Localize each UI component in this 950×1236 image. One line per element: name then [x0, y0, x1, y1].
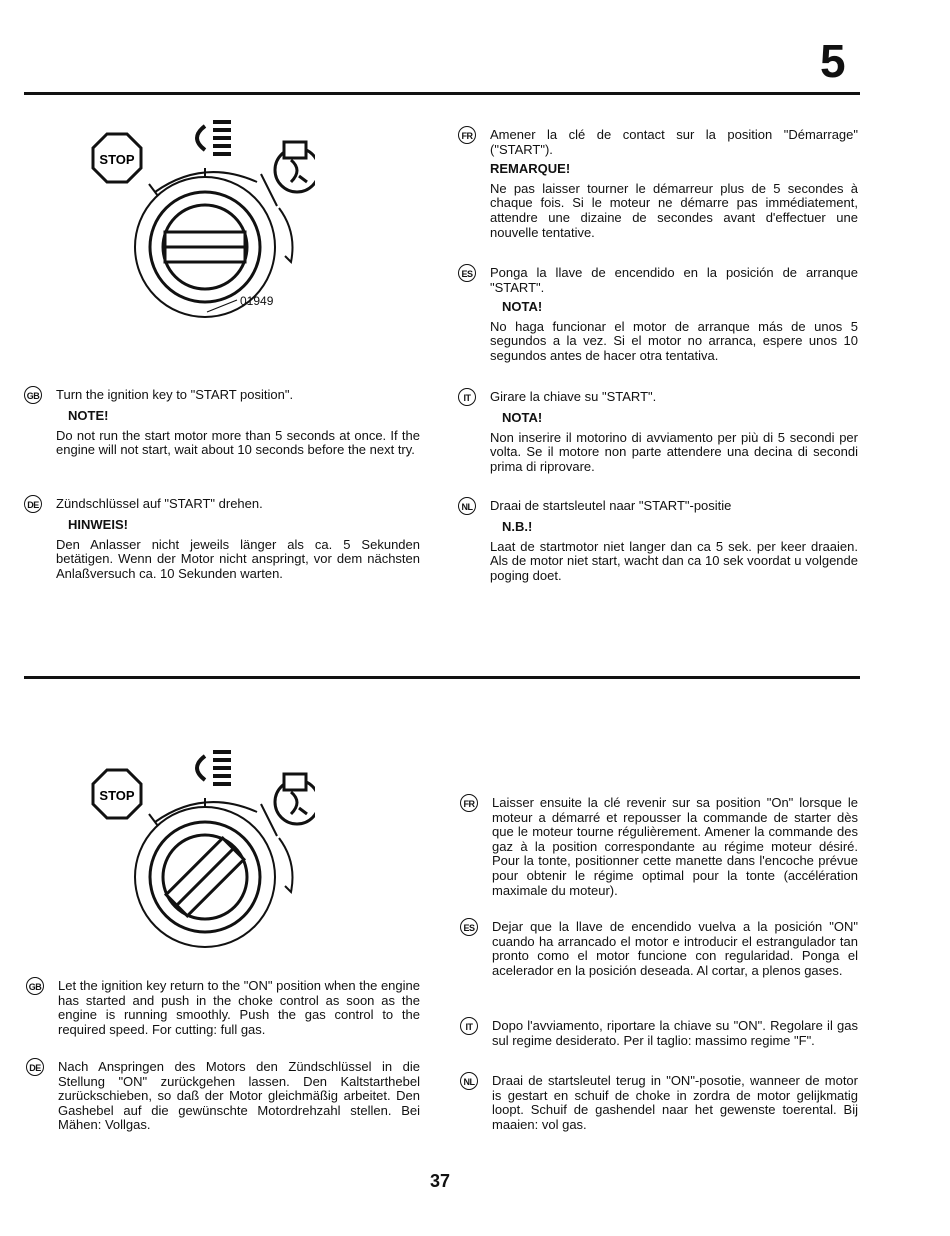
chapter-number: 5 [820, 35, 846, 87]
top-es-note-label: NOTA! [502, 299, 543, 315]
lang-badge-es: ES [458, 264, 476, 282]
ignition-start-diagram [85, 112, 315, 322]
lang-badge-de: DE [24, 495, 42, 513]
top-nl-note: Laat de startmotor niet langer dan ca 5 sek. per keer draaien. Als de motor niet start, wacht dan ca 10 sek voordat u volgende poging doet. [490, 538, 858, 583]
bottom-it-block [465, 1018, 858, 1048]
lang-badge-de: DE [26, 1058, 44, 1076]
top-de-block [27, 496, 420, 581]
bottom-de-text: Nach Anspringen des Motors den Zündschlüssel in die Stellung "ON" zurückgehen lassen. Den Kaltstarthebel zurückschieben, so daß der Motor gleichmäßig arbeitet. Den Gashebel auf die gewünschte Motordrehzahl stellen. Bei Mähen: Vollgas. [58, 1059, 420, 1133]
top-nl-note-label: N.B.! [502, 519, 533, 534]
bottom-fr-block [463, 795, 858, 898]
starter-motor-icon [275, 774, 315, 824]
starter-motor-icon [275, 142, 315, 192]
stop-octagon-icon [93, 134, 141, 182]
top-gb-note-label: NOTE! [68, 408, 109, 423]
lang-badge-it: IT [458, 388, 476, 406]
stop-label: STOP [99, 788, 135, 803]
bottom-nl-text: Draai de startsleutel terug in "ON"-posotie, wanneer de motor is gestart en schuif de choke in zordra de motor gelijkmatig loopt. Schuif de gashendel naar het gewenste toerental. Bij maaien: vol gas. [492, 1073, 858, 1132]
figure-reference-number: 01949 [240, 294, 274, 308]
lang-badge-es: ES [460, 918, 478, 936]
top-fr-instruction: Amener la clé de contact sur la position "Démarrage" ("START"). [490, 127, 858, 157]
lang-badge-gb: GB [26, 977, 44, 995]
bottom-it-text: Dopo l'avviamento, riportare la chiave su "ON". Regolare il gas sul regime desiderato. Per il taglio: massimo regime "F". [492, 1018, 858, 1048]
top-es-note: No haga funcionar el motor de arranque más de unos 5 segundos a la vez. Si el motor no arranca, espere unos 10 segundos antes de hacer otra tentativa. [490, 318, 858, 363]
section-divider [24, 676, 860, 679]
page-number: 37 [430, 1171, 451, 1191]
top-es-instruction: Ponga la llave de encendido en la posición de arranque "START". [490, 265, 858, 295]
ignition-on-diagram [85, 742, 315, 952]
top-it-note: Non inserire il motorino di avviamento per più di 5 secondi per volta. Se il motore non parte attendere una decina di secondi prima di riprovare. [490, 429, 858, 474]
headlight-icon [197, 752, 231, 784]
bottom-es-text: Dejar que la llave de encendido vuelva a la posición "ON" cuando ha arrancado el motor e introducir el estrangulador tan pronto como el motor funcione con regularidad. Ponga el acelerador en la posición deseada. Al cortar, a plenos gases. [492, 919, 858, 978]
top-gb-block [26, 387, 420, 458]
lang-badge-fr: FR [460, 794, 478, 812]
headlight-icon [197, 122, 231, 154]
top-fr-block [461, 127, 858, 240]
bottom-gb-block [28, 978, 420, 1037]
top-gb-note: Do not run the start motor more than 5 seconds at once. If the engine will not start, wait about 10 seconds before the next try. [56, 427, 420, 458]
top-es-block [461, 265, 858, 364]
bottom-nl-block [463, 1073, 858, 1132]
bottom-gb-text: Let the ignition key return to the "ON" position when the engine has started and push in the choke control as soon as the engine is running smoothly. Push the gas control to the required speed. For cutting: full gas. [58, 978, 420, 1037]
top-fr-note-label: REMARQUE! [490, 161, 571, 177]
top-it-instruction: Girare la chiave su "START". [490, 389, 657, 404]
top-nl-instruction: Draai de startsleutel naar "START"-positie [490, 498, 732, 513]
lang-badge-nl: NL [460, 1072, 478, 1090]
ignition-on-figure [85, 742, 315, 952]
ignition-start-figure [85, 112, 315, 322]
top-nl-block [461, 498, 858, 583]
lang-badge-fr: FR [458, 126, 476, 144]
top-it-block [463, 389, 858, 474]
top-rule [24, 92, 860, 95]
lang-badge-gb: GB [24, 386, 42, 404]
bottom-es-block [463, 919, 858, 978]
stop-label: STOP [99, 152, 135, 167]
lang-badge-it: IT [460, 1017, 478, 1035]
stop-octagon-icon [93, 770, 141, 818]
top-gb-instruction: Turn the ignition key to "START position". [56, 387, 294, 402]
bottom-fr-text: Laisser ensuite la clé revenir sur sa position "On" lorsque le moteur a démarré et repousser la commande de starter dès que le moteur tourne régulièrement. Amener la commande des gaz à la position correspondante au régime moteur désiré. Pour la tonte, positionner cette manette dans l'encoche prévue pour obtenir le régime optimal pour la tonte (accélération maximale du moteur). [492, 795, 858, 898]
top-de-note: Den Anlasser nicht jeweils länger als ca. 5 Sekunden betätigen. Wenn der Motor nicht anspringt, vor dem nächsten Anlaßversuch ca. 10 Sekunden warten. [56, 536, 420, 581]
top-de-note-label: HINWEIS! [68, 517, 128, 532]
top-it-note-label: NOTA! [502, 410, 543, 425]
top-de-instruction: Zündschlüssel auf "START" drehen. [56, 496, 263, 511]
lang-badge-nl: NL [458, 497, 476, 515]
bottom-de-block [29, 1059, 420, 1133]
top-fr-note: Ne pas laisser tourner le démarreur plus de 5 secondes à chaque fois. Si le moteur ne démarre pas immédiatement, attendre une dizaine de secondes avant d'effectuer une nouvelle tentative. [490, 180, 858, 240]
